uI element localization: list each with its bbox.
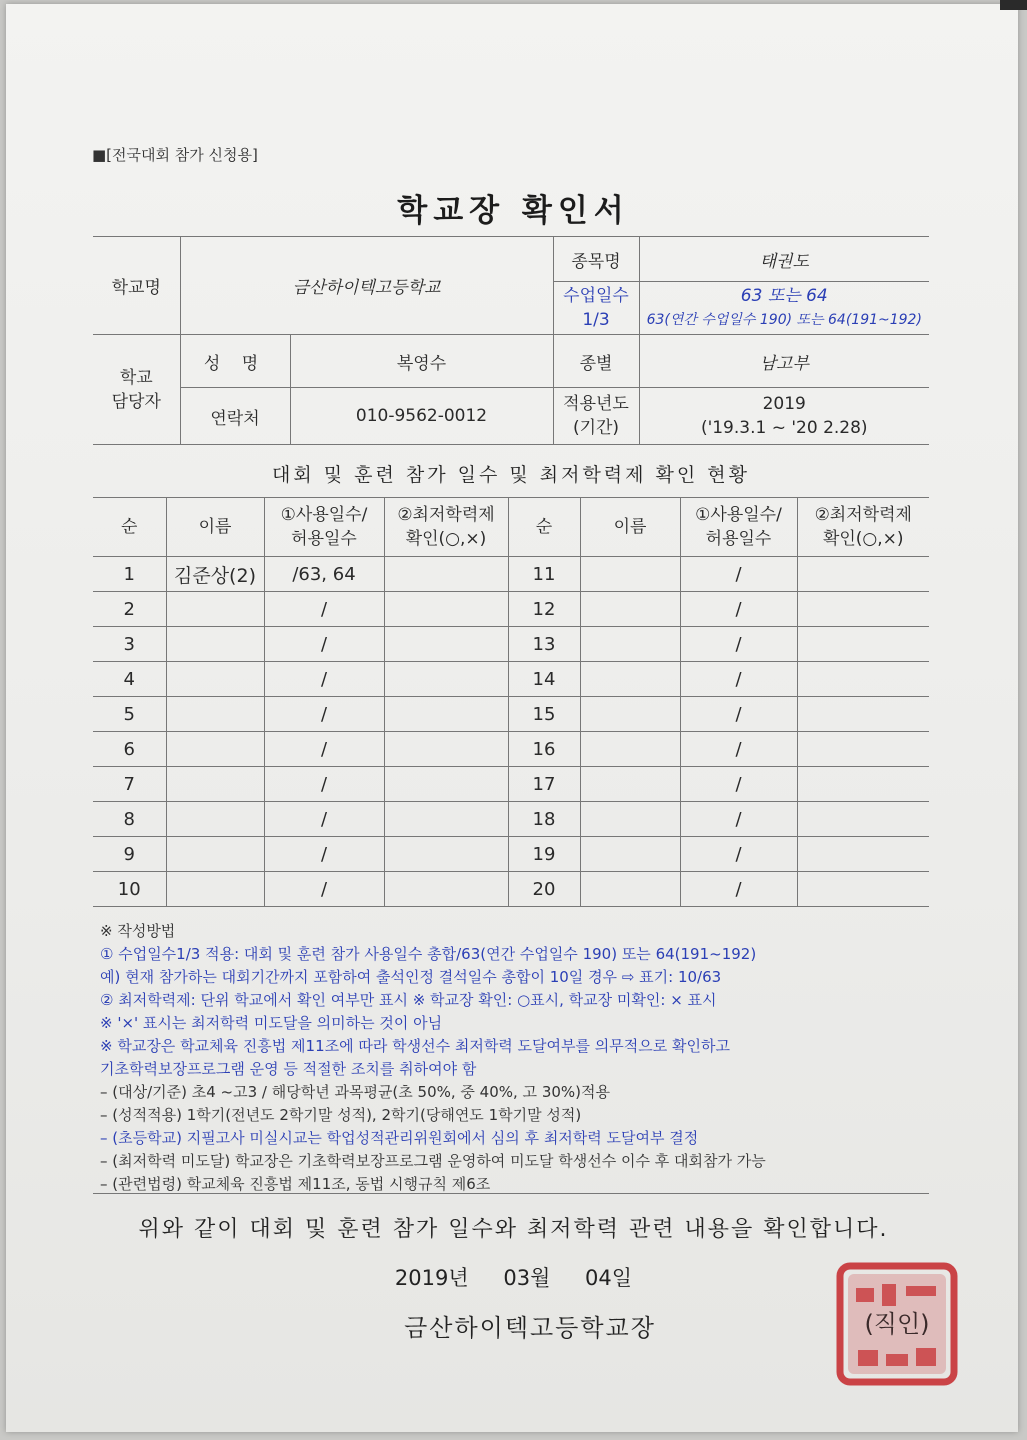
row-check-right — [797, 837, 929, 872]
header-name-right: 이름 — [580, 498, 680, 557]
year-value — [639, 388, 929, 445]
table-row — [93, 872, 929, 907]
row-no-right: 18 — [508, 802, 580, 837]
row-name-right — [580, 872, 680, 907]
header-no: 순 — [93, 498, 166, 557]
row-no: 5 — [93, 697, 166, 732]
row-no-right: 16 — [508, 732, 580, 767]
row-name-right — [580, 767, 680, 802]
row-days: / — [264, 767, 384, 802]
row-no: 9 — [93, 837, 166, 872]
year-value-line1: 2019 — [762, 394, 806, 414]
row-name — [166, 627, 264, 662]
row-no: 6 — [93, 732, 166, 767]
row-days: / — [264, 662, 384, 697]
class-days-label-line1: 수업일수 — [563, 286, 629, 306]
school-name-label: 학교명 — [93, 237, 180, 335]
row-check-right — [797, 557, 929, 592]
class-days-value-line2: 63(연간 수업일수 190) 또는 64(191~192) — [646, 312, 922, 328]
row-no-right: 19 — [508, 837, 580, 872]
note-line-1: ① 수업일수1/3 적용: 대회 및 훈련 참가 사용일수 총합/63(연간 수업일수 190) 또는 64(191~192) — [100, 945, 757, 963]
table-row — [93, 767, 929, 802]
participation-table — [93, 497, 929, 907]
row-days: / — [264, 732, 384, 767]
date-month: 03월 — [503, 1266, 551, 1290]
form-tag: ■[전국대회 참가 신청용] — [92, 146, 258, 164]
year-label — [553, 388, 639, 445]
header-check — [384, 498, 508, 557]
seal-text: (직인) — [864, 1310, 930, 1338]
row-days-right: / — [680, 662, 797, 697]
note-line-7: – (대상/기준) 초4 ~고3 / 해당학년 과목평균(초 50%, 중 40%, 고 30%)적용 — [100, 1083, 610, 1101]
table-row — [93, 697, 929, 732]
row-check — [384, 732, 508, 767]
row-name-right — [580, 557, 680, 592]
header-check-line2: 확인(○,×) — [405, 529, 487, 549]
row-check — [384, 557, 508, 592]
row-no: 4 — [93, 662, 166, 697]
row-check — [384, 837, 508, 872]
row-days: / — [264, 837, 384, 872]
row-name — [166, 802, 264, 837]
class-days-value-line1: 63 또는 64 — [740, 286, 828, 306]
row-check-right — [797, 592, 929, 627]
table-row — [93, 802, 929, 837]
year-value-line2: ('19.3.1 ~ '20 2.28) — [700, 418, 868, 438]
row-no-right: 17 — [508, 767, 580, 802]
division-value: 남고부 — [639, 335, 929, 388]
row-name — [166, 872, 264, 907]
row-days-right: / — [680, 627, 797, 662]
note-line-3: ② 최저학력제: 단위 학교에서 확인 여부만 표시 ※ 학교장 확인: ○표시, 학교장 미확인: × 표시 — [100, 991, 717, 1009]
confirmation-text: 위와 같이 대회 및 훈련 참가 일수와 최저학력 관련 내용을 확인합니다. — [138, 1217, 889, 1242]
note-line-5: ※ 학교장은 학교체육 진흥법 제11조에 따라 학생선수 최저학력 도달여부를 의무적으로 확인하고 — [100, 1037, 730, 1055]
row-check — [384, 767, 508, 802]
school-info-table — [93, 236, 929, 445]
table-row — [93, 557, 929, 592]
note-line-6: 기초학력보장프로그램 운영 등 적절한 조치를 취하여야 함 — [100, 1060, 477, 1078]
row-name-right — [580, 837, 680, 872]
row-days-right: / — [680, 557, 797, 592]
header-check-right-line1: ②최저학력제 — [814, 505, 912, 525]
class-days-label-line2: 1/3 — [582, 310, 610, 330]
row-check — [384, 592, 508, 627]
row-name-right — [580, 802, 680, 837]
row-name-right — [580, 627, 680, 662]
class-days-label — [553, 282, 639, 335]
staff-label-line1: 학교 — [119, 367, 153, 388]
row-no: 2 — [93, 592, 166, 627]
header-check-right — [797, 498, 929, 557]
row-check — [384, 662, 508, 697]
notes-section — [100, 920, 940, 1196]
row-no: 3 — [93, 627, 166, 662]
note-line-2: 예) 현재 참가하는 대회기간까지 포함하여 출석인정 결석일수 총합이 10일 경우 ⇨ 표기: 10/63 — [100, 968, 722, 986]
class-days-value — [639, 282, 929, 335]
table-row — [93, 592, 929, 627]
row-check — [384, 627, 508, 662]
row-name — [166, 837, 264, 872]
row-check-right — [797, 872, 929, 907]
row-check-right — [797, 627, 929, 662]
table-row — [93, 627, 929, 662]
row-no: 10 — [93, 872, 166, 907]
header-days-line2: 허용일수 — [291, 529, 357, 549]
row-check-right — [797, 767, 929, 802]
row-no: 1 — [93, 557, 166, 592]
row-check — [384, 697, 508, 732]
row-no-right: 20 — [508, 872, 580, 907]
row-days-right: / — [680, 837, 797, 872]
notes-heading: ※ 작성방법 — [100, 922, 176, 940]
header-days-right-line2: 허용일수 — [705, 529, 772, 549]
row-no-right: 15 — [508, 697, 580, 732]
year-label-line2: (기간) — [572, 418, 620, 438]
row-check — [384, 802, 508, 837]
row-name — [166, 592, 264, 627]
row-days-right: / — [680, 767, 797, 802]
row-days: /63, 64 — [264, 557, 384, 592]
row-check-right — [797, 732, 929, 767]
contact-value: 010-9562-0012 — [290, 388, 553, 445]
row-check — [384, 872, 508, 907]
school-name-value: 금산하이텍고등학교 — [180, 237, 553, 335]
row-name — [166, 732, 264, 767]
note-line-8: – (성적적용) 1학기(전년도 2학기말 성적), 2학기(당해연도 1학기말 성적) — [100, 1106, 582, 1124]
row-days-right: / — [680, 732, 797, 767]
row-no: 7 — [93, 767, 166, 802]
row-days: / — [264, 592, 384, 627]
table-row — [93, 662, 929, 697]
row-name — [166, 662, 264, 697]
staff-label — [93, 335, 180, 445]
staff-name-value: 복영수 — [290, 335, 553, 388]
note-line-4: ※ '×' 표시는 최저학력 미도달을 의미하는 것이 아님 — [100, 1014, 443, 1032]
row-name-right — [580, 592, 680, 627]
row-check-right — [797, 662, 929, 697]
row-no-right: 13 — [508, 627, 580, 662]
row-days-right: / — [680, 872, 797, 907]
event-label: 종목명 — [553, 237, 639, 282]
corner-mark — [1000, 0, 1027, 10]
row-days-right: / — [680, 697, 797, 732]
row-days: / — [264, 627, 384, 662]
header-no-right: 순 — [508, 498, 580, 557]
row-days: / — [264, 872, 384, 907]
event-value: 태권도 — [639, 237, 929, 282]
table-row — [93, 732, 929, 767]
row-name: 김준상(2) — [166, 557, 264, 592]
header-days — [264, 498, 384, 557]
staff-label-line2: 담당자 — [111, 391, 161, 412]
note-line-11: – (관련법령) 학교체육 진흥법 제11조, 동법 시행규칙 제6조 — [100, 1175, 491, 1193]
division-label: 종별 — [553, 335, 639, 388]
year-label-line1: 적용년도 — [563, 394, 629, 414]
header-check-right-line2: 확인(○,×) — [822, 529, 904, 549]
section-title: 대회 및 훈련 참가 일수 및 최저학력제 확인 현황 — [271, 464, 751, 486]
note-line-10: – (최저학력 미도달) 학교장은 기초학력보장프로그램 운영하여 미도달 학생선수 이수 후 대회참가 가능 — [100, 1152, 766, 1170]
row-check-right — [797, 802, 929, 837]
contact-label: 연락처 — [180, 388, 290, 445]
header-days-right — [680, 498, 797, 557]
divider — [93, 1193, 929, 1194]
row-days: / — [264, 802, 384, 837]
row-no-right: 14 — [508, 662, 580, 697]
principal-name: 금산하이텍고등학교장 — [404, 1314, 656, 1342]
header-days-line1: ①사용일수/ — [280, 505, 368, 525]
staff-name-label: 성 명 — [180, 335, 290, 388]
table-row — [93, 837, 929, 872]
row-no-right: 11 — [508, 557, 580, 592]
date-year: 2019년 — [394, 1266, 469, 1290]
row-name — [166, 697, 264, 732]
row-days: / — [264, 697, 384, 732]
note-line-9: – (초등학교) 지필고사 미실시교는 학업성적관리위원회에서 심의 후 최저학력 도달여부 결정 — [100, 1129, 699, 1147]
row-name-right — [580, 697, 680, 732]
date-day: 04일 — [585, 1266, 633, 1290]
header-check-line1: ②최저학력제 — [397, 505, 495, 525]
row-name-right — [580, 732, 680, 767]
row-name-right — [580, 662, 680, 697]
row-days-right: / — [680, 592, 797, 627]
row-days-right: / — [680, 802, 797, 837]
header-name: 이름 — [166, 498, 264, 557]
official-seal-stamp — [836, 1262, 958, 1386]
row-check-right — [797, 697, 929, 732]
row-name — [166, 767, 264, 802]
row-no-right: 12 — [508, 592, 580, 627]
header-days-right-line1: ①사용일수/ — [695, 505, 782, 525]
row-no: 8 — [93, 802, 166, 837]
document-title: 학교장 확인서 — [397, 193, 630, 229]
